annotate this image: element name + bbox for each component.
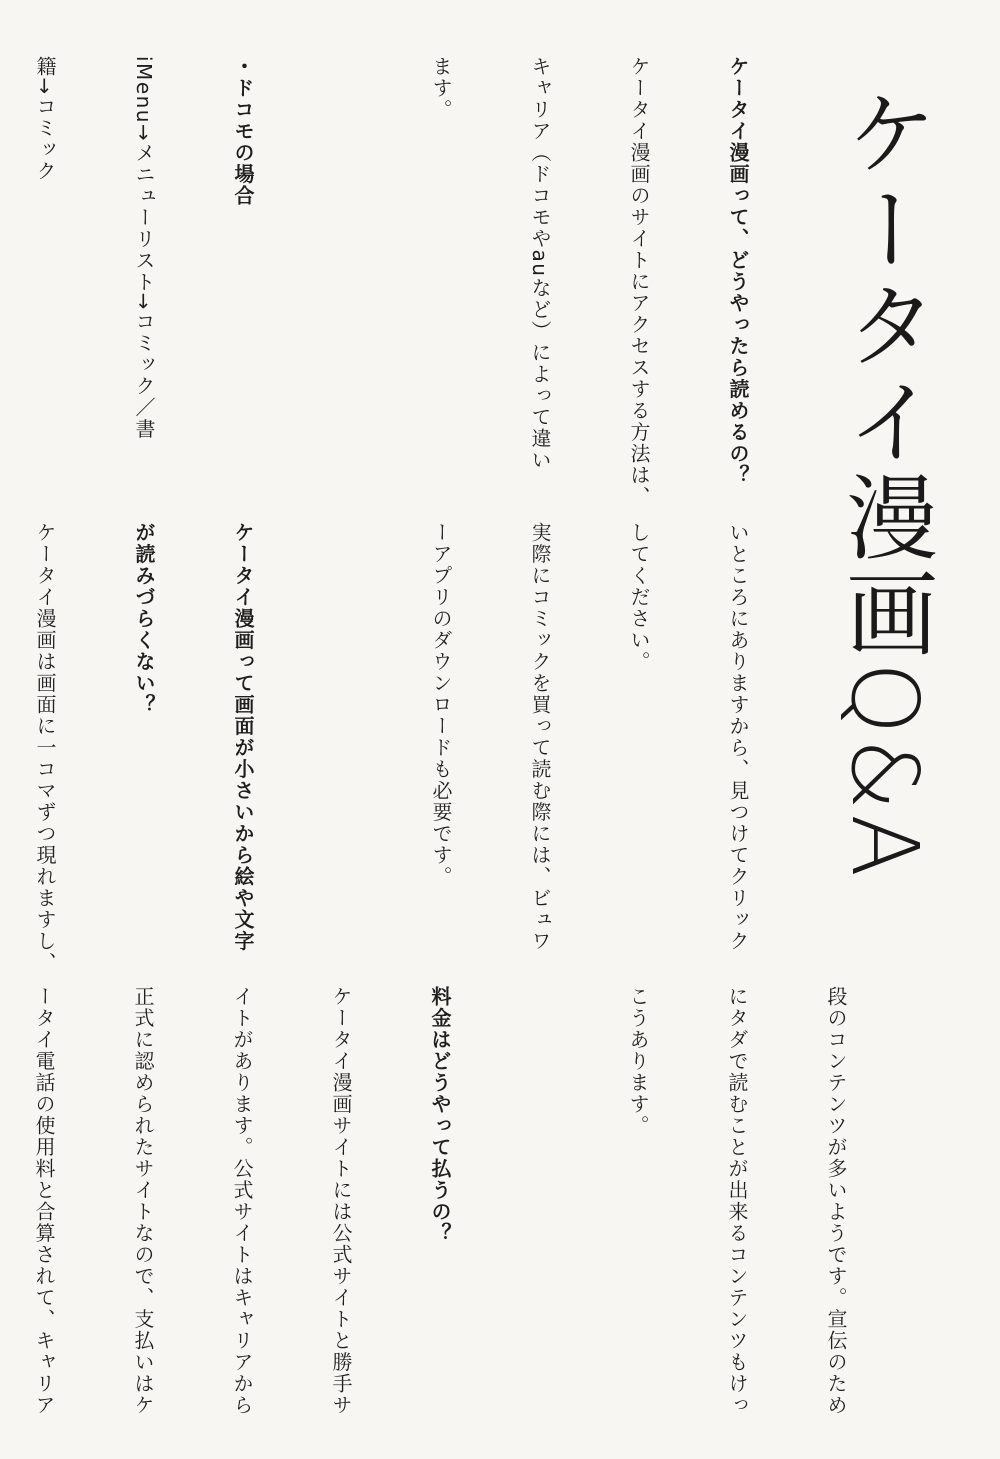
qa-block-continued xyxy=(0,522,820,974)
qa-block-how-to-read xyxy=(0,56,820,508)
answer-line: ーアプリのダウンロードも必要です。 xyxy=(429,522,453,888)
carrier-heading-docomo: ・ドコモの場合 xyxy=(231,56,255,207)
answer-line: ます。 xyxy=(429,56,453,121)
answer-line xyxy=(522,986,555,1416)
answer-line: ケータイ漫画は画面に一コマずつ現れますし、 xyxy=(33,522,57,974)
qa-block-bottom xyxy=(0,986,918,1416)
answer-line: 正式に認められたサイトなので、支払いはケ xyxy=(131,986,155,1416)
question-heading: ケータイ漫画って、どうやったら読めるの？ xyxy=(726,56,750,486)
answer-line: いところにありますから、見つけてクリック xyxy=(726,522,750,952)
answer-line: してください。 xyxy=(627,522,651,673)
question-heading: ケータイ漫画って画面が小さいから絵や文字 xyxy=(231,522,255,952)
answer-line: 段のコンテンツが多いようです。宣伝のため xyxy=(824,986,848,1416)
answer-line xyxy=(325,522,358,974)
question-heading: が読みづらくない？ xyxy=(132,522,156,716)
carrier-step: iMenu→メニューリスト→コミック／書 xyxy=(132,56,156,440)
answer-line: にタダで読むことが出来るコンテンツもけっ xyxy=(725,986,749,1416)
answer-line: ケータイ漫画サイトには公式サイトと勝手サ xyxy=(329,986,353,1416)
answer-line: イトがあります。公式サイトはキャリアから xyxy=(230,986,254,1416)
answer-line xyxy=(325,56,358,508)
answer-line: キャリア（ドコモやauなど）によって違い xyxy=(528,56,552,471)
answer-line: ケータイ漫画のサイトにアクセスする方法は、 xyxy=(627,56,651,508)
answer-line: こうあります。 xyxy=(626,986,650,1137)
carrier-step: 籍→コミック xyxy=(33,56,57,182)
answer-line: ータイ電話の使用料と合算されて、キャリア xyxy=(32,986,56,1416)
page-title: ケータイ漫画Q&A xyxy=(831,86,938,882)
question-heading: 料金はどうやって払うの？ xyxy=(428,986,452,1244)
answer-line: 実際にコミックを買って読む際には、ビュワ xyxy=(528,522,552,952)
